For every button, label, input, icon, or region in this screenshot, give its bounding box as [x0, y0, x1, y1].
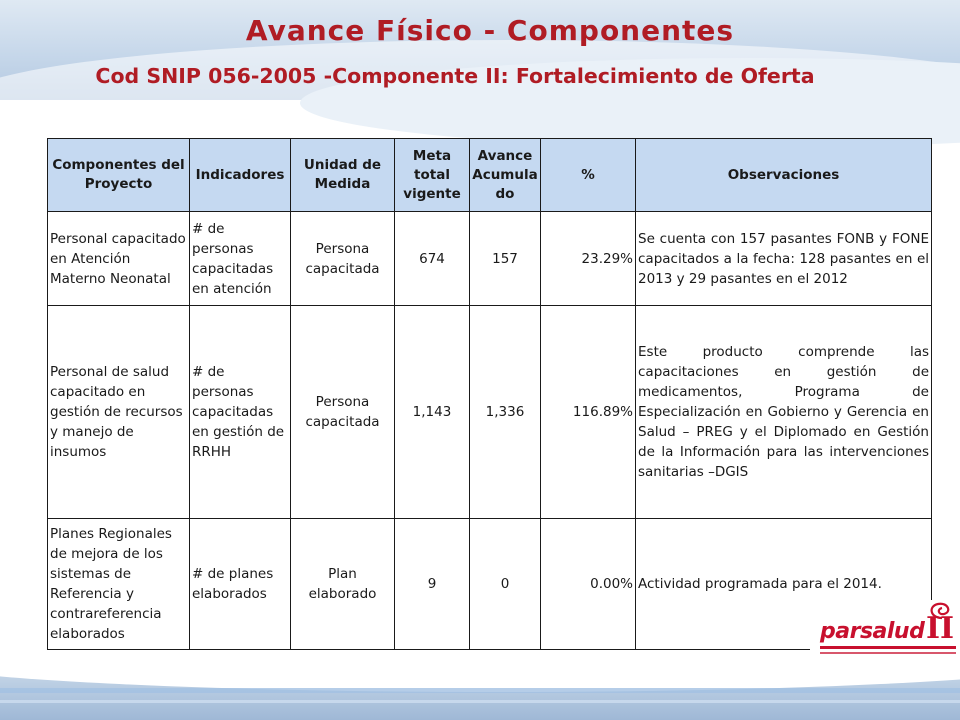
cell-porcentaje: 116.89%: [541, 306, 636, 519]
footer-stripe: [0, 688, 960, 693]
header-unidad: Unidad de Medida: [291, 139, 395, 212]
cell-componente: Personal de salud capacitado en gestión de recursos y manejo de insumos: [48, 306, 190, 519]
cell-componente: Personal capacitado en Atención Materno Neonatal: [48, 212, 190, 306]
logo-wordmark: parsalud: [820, 619, 925, 644]
header-componentes: Componentes del Proyecto: [48, 139, 190, 212]
header-porcentaje: %: [541, 139, 636, 212]
cell-observaciones: Se cuenta con 157 pasantes FONB y FONE capacitados a la fecha: 128 pasantes en el 2013 y 29 pasantes en el 2012: [636, 212, 932, 306]
cell-indicador: # de personas capacitadas en gestión de RRHH: [190, 306, 291, 519]
logo-numeral: II: [926, 611, 955, 646]
cell-meta: 1,143: [395, 306, 470, 519]
header-meta: Meta total vigente: [395, 139, 470, 212]
cell-avance: 0: [470, 519, 541, 650]
footer-background: [0, 652, 960, 720]
cell-meta: 9: [395, 519, 470, 650]
table-row: [48, 306, 932, 519]
cell-avance: 1,336: [470, 306, 541, 519]
cell-porcentaje: 0.00%: [541, 519, 636, 650]
cell-meta: 674: [395, 212, 470, 306]
cell-porcentaje: 23.29%: [541, 212, 636, 306]
slide-title: Avance Físico - Componentes: [245, 14, 735, 47]
header-indicadores: Indicadores: [190, 139, 291, 212]
header-avance: Avance Acumula do: [470, 139, 541, 212]
cell-observaciones: Este producto comprende las capacitaciones en gestión de medicamentos, Programa de Especialización en Gobierno y Gerencia en Salud – PREG y el Diplomado en Gestión de la Información para las intervenciones sanitarias –DGIS: [636, 306, 932, 519]
cell-unidad: Persona capacitada: [291, 306, 395, 519]
table-row: [48, 212, 932, 306]
progress-table: [47, 138, 932, 650]
cell-indicador: # de personas capacitadas en atención: [190, 212, 291, 306]
cell-observaciones: Actividad programada para el 2014.: [636, 519, 932, 650]
parsalud-logo: [810, 600, 960, 660]
logo-underline-secondary: [820, 652, 956, 654]
header-observaciones: Observaciones: [636, 139, 932, 212]
cell-unidad: Persona capacitada: [291, 212, 395, 306]
footer-stripe-secondary: [0, 700, 960, 703]
cell-unidad: Plan elaborado: [291, 519, 395, 650]
table-header-row: [48, 139, 932, 212]
cell-avance: 157: [470, 212, 541, 306]
cell-componente: Planes Regionales de mejora de los sistemas de Referencia y contrareferencia elaborados: [48, 519, 190, 650]
table-row: [48, 519, 932, 650]
logo-underline: [820, 646, 956, 649]
slide-subtitle: Cod SNIP 056-2005 -Componente II: Fortalecimiento de Oferta: [95, 64, 815, 88]
cell-indicador: # de planes elaborados: [190, 519, 291, 650]
